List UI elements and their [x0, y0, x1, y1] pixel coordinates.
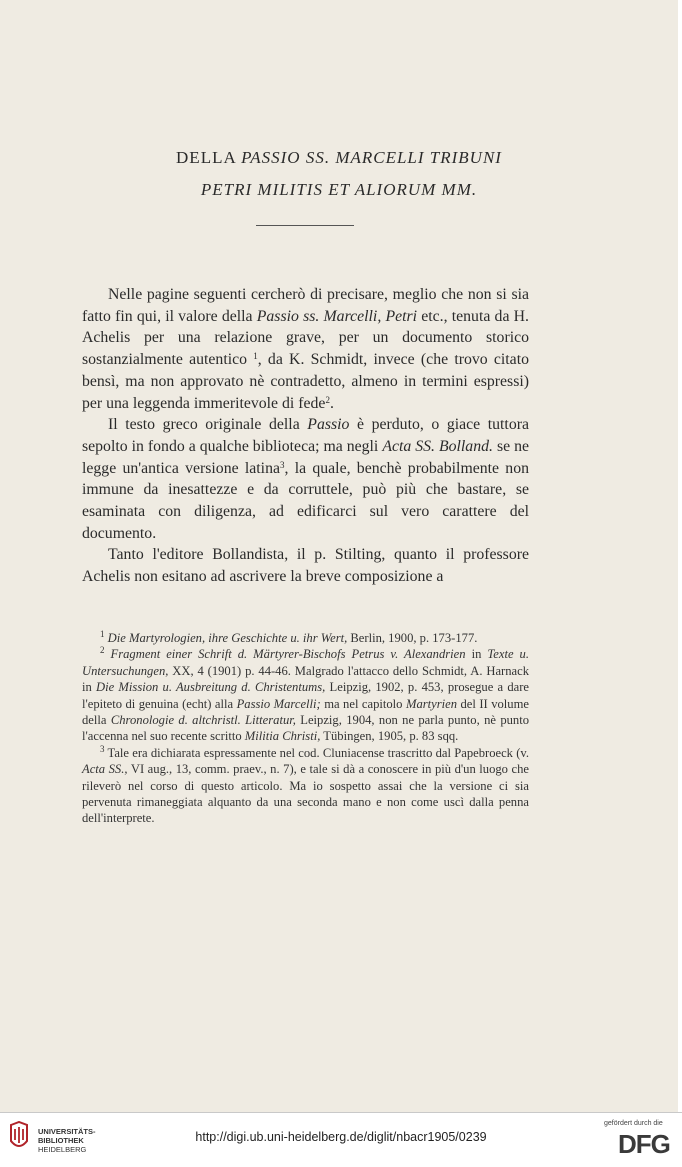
fn2-n: Tübingen, 1905, p. 83 sqq. [323, 729, 459, 744]
permalink-url[interactable]: http://digi.ub.uni-heidelberg.de/diglit/nbacr1905/0239 [195, 1130, 487, 1144]
title-plain: DELLA [176, 148, 236, 167]
footnotes [82, 630, 529, 827]
fn3-a: Tale era dichiarata espressamente nel cod. Cluniacense trascritto dal Papebroeck (v. [107, 745, 530, 760]
p1-b: Passio ss. Marcelli, Petri [256, 307, 418, 325]
title-line-1 [0, 148, 678, 168]
footnote-ref-3: 3 [279, 459, 285, 470]
fn1-a: Die Martyrologien, ihre Geschichte u. ihr Wert, [107, 631, 348, 645]
paragraph-2 [82, 414, 529, 544]
fn2-c: Texte u. Untersuchungen, [82, 647, 530, 678]
library-line-1: UNIVERSITÄTS- [38, 1127, 96, 1136]
fn2-f: Leipzig, 1902, p. 453, prosegue a dare l'epiteto di genuina (echt) alla [82, 680, 530, 711]
paragraph-3 [82, 544, 529, 587]
fn2-b: in [471, 647, 482, 662]
p1-c: etc., tenuta da H. Achelis per una relazione grave, per un documento storico sostanzialmente autentico [82, 307, 530, 369]
fn2-j: del II volume della [82, 696, 529, 728]
fn2-g: Passio Marcelli; [236, 696, 321, 711]
p2-d: Acta SS. Bolland. [382, 437, 493, 455]
fn3-num: 3 [100, 743, 105, 754]
title-line-2 [0, 180, 678, 200]
page-edge [678, 0, 682, 1112]
p2-e: se ne legge un'antica versione latina [82, 437, 529, 477]
p1-d: , da K. Schmidt, invece (che trovo citato bensì, ma non approvato nè contradetto, almeno in termini espressi) per una leggenda immeritevole di fede [82, 351, 529, 412]
p2-b: Passio [307, 416, 350, 434]
fn1-num: 1 [100, 629, 105, 639]
library-line-3: HEIDELBERG [38, 1145, 87, 1154]
p2-c: è perduto, o giace tuttora sepolto in fondo a qualche biblioteca; ma negli [82, 416, 529, 455]
viewer-footer [0, 1112, 682, 1167]
p3-text: Tanto l'editore Bollandista, il p. Stilting, quanto il professore Achelis non esitano ad ascrivere la breve composizione a [82, 546, 529, 586]
fn2-a: Fragment einer Schrift d. Märtyrer-Bischofs Petrus v. Alexandrien [110, 647, 466, 662]
footnote-3 [82, 745, 529, 827]
footnote-1 [82, 630, 529, 646]
title-divider [256, 225, 354, 226]
fn2-l: Leipzig, 1904, non ne parla punto, nè punto l'accenna nel suo recente scritto [82, 713, 530, 744]
fn2-e: Die Mission u. Ausbreitung d. Christentums, [96, 680, 326, 695]
p1-e: . [329, 394, 334, 412]
sponsor-label: gefördert durch die [604, 1120, 663, 1127]
paragraph-1 [82, 284, 529, 414]
dfg-logo: DFG [618, 1129, 670, 1159]
fn2-m: Militia Christi, [244, 729, 321, 744]
fn2-h: ma nel capitolo [324, 696, 403, 711]
fn2-num: 2 [100, 645, 105, 656]
fn3-c: VI aug., 13, comm. praev., n. 7), e tale si dà a conoscere in più d'un luogo che rileverò nel corso di questo articolo. Ma io sospetto assai che la versione ci sia pervenuta rimaneggiata alquanto da una seconda mano e non come uscì dalla penna dell'interprete. [82, 762, 529, 826]
title-italic-2: PETRI MILITIS ET ALIORUM MM. [200, 180, 478, 199]
body-text [82, 284, 529, 588]
library-line-2: BIBLIOTHEK [38, 1136, 84, 1145]
footnote-2 [82, 646, 529, 744]
footnote-ref-2: 2 [325, 394, 330, 405]
fn3-b: Acta SS., [82, 762, 128, 777]
fn2-i: Martyrien [405, 696, 458, 711]
p2-a: Il testo greco originale della [108, 416, 300, 434]
title-italic-1: PASSIO SS. MARCELLI TRIBUNI [241, 148, 502, 167]
p2-f: , la quale, benchè probabilmente non immune da inesattezze e da corruttele, può più che bastare, se esaminata con diligenza, ad edificarci sul vero carattere del documento. [82, 459, 530, 542]
fn1-b: Berlin, 1900, p. 173-177. [350, 631, 478, 645]
p1-a: Nelle pagine seguenti cercherò di precisare, meglio che non si sia fatto fin qui, il valore della [82, 286, 529, 325]
fn2-d: XX, 4 (1901) p. 44-46. Malgrado l'attacco dello Schmidt, A. Harnack in [82, 663, 530, 695]
footnote-ref-1: 1 [253, 351, 258, 362]
fn2-k: Chronologie d. altchristl. Litteratur, [110, 713, 296, 728]
